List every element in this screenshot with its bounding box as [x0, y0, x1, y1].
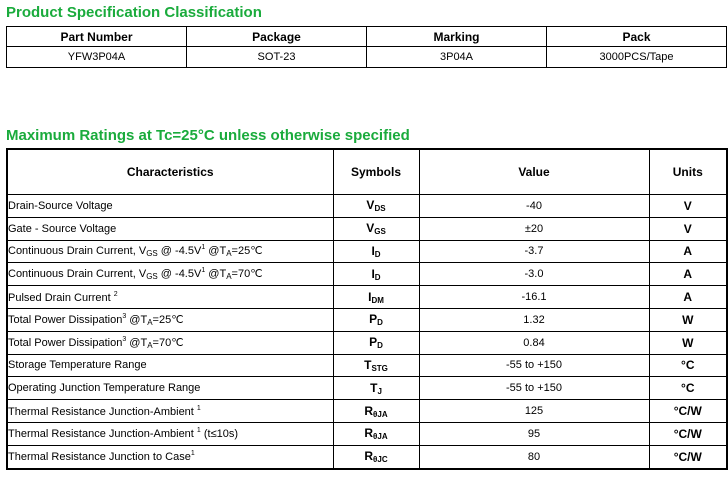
- char-text: @T: [126, 313, 148, 326]
- symbol-main: T: [364, 357, 372, 372]
- char-superscript: 3: [122, 312, 127, 320]
- value-cell: ±20: [419, 217, 649, 240]
- symbol-cell: [333, 377, 419, 400]
- symbol-main: I: [371, 266, 375, 281]
- char-superscript: 3: [122, 335, 127, 343]
- characteristic-cell: [7, 286, 333, 309]
- symbol-cell: [333, 195, 419, 218]
- unit-cell: °C/W: [649, 400, 727, 423]
- value-cell: 0.84: [419, 331, 649, 354]
- symbol-subscript: DM: [371, 295, 384, 305]
- char-text: =25℃: [231, 245, 263, 258]
- char-subscript: A: [226, 249, 232, 259]
- value-cell: 1.32: [419, 308, 649, 331]
- header-package: Package: [187, 27, 367, 47]
- char-text: Thermal Resistance Junction-Ambient: [8, 405, 197, 418]
- ratings-row: [7, 240, 727, 263]
- symbol-subscript: D: [374, 249, 381, 259]
- header-part-number: Part Number: [7, 27, 187, 47]
- char-text: =70℃: [231, 268, 263, 281]
- symbol-main: P: [369, 335, 378, 350]
- symbol-subscript: D: [377, 341, 383, 351]
- char-superscript: 1: [201, 267, 206, 275]
- ratings-row: [7, 445, 727, 468]
- symbol-subscript: θJA: [373, 409, 388, 419]
- symbol-subscript: D: [374, 272, 381, 282]
- symbol-cell: [333, 354, 419, 377]
- symbol-cell: [333, 445, 419, 468]
- symbol-main: P: [369, 312, 378, 327]
- characteristic-cell: Storage Temperature Range: [7, 354, 333, 377]
- marking-cell: 3P04A: [367, 47, 547, 68]
- symbol-subscript: DS: [374, 204, 386, 214]
- char-subscript: A: [147, 340, 153, 350]
- char-subscript: GS: [146, 272, 158, 282]
- unit-cell: V: [649, 217, 727, 240]
- unit-cell: °C/W: [649, 422, 727, 445]
- char-text: Continuous Drain Current, V: [8, 268, 147, 281]
- symbol-subscript: STG: [371, 363, 388, 373]
- char-superscript: 1: [196, 427, 201, 435]
- unit-cell: A: [649, 286, 727, 309]
- ratings-row: [7, 286, 727, 309]
- char-subscript: A: [147, 317, 153, 327]
- characteristic-cell: [7, 422, 333, 445]
- char-text: Thermal Resistance Junction-Ambient: [8, 428, 197, 441]
- value-cell: -3.7: [419, 240, 649, 263]
- value-cell: 80: [419, 445, 649, 468]
- characteristic-cell: [7, 263, 333, 286]
- char-text: Continuous Drain Current, V: [8, 245, 147, 258]
- header-pack: Pack: [547, 27, 727, 47]
- value-cell: -16.1: [419, 286, 649, 309]
- char-superscript: 1: [190, 450, 195, 458]
- symbol-cell: [333, 263, 419, 286]
- ratings-title: Maximum Ratings at Tc=25°C unless otherwise specified: [6, 127, 410, 144]
- char-text: Thermal Resistance Junction to Case: [8, 451, 191, 464]
- ratings-body: [7, 195, 727, 469]
- symbol-main: I: [368, 289, 372, 304]
- char-subscript: A: [226, 272, 232, 282]
- value-cell: 125: [419, 400, 649, 423]
- header-units: Units: [649, 149, 727, 195]
- ratings-row: [7, 263, 727, 286]
- char-text: @T: [126, 336, 148, 349]
- symbol-subscript: θJC: [373, 455, 388, 465]
- header-value: Value: [419, 149, 649, 195]
- symbol-main: R: [364, 426, 374, 441]
- classification-header-row: [7, 27, 727, 47]
- characteristic-cell: Drain-Source Voltage: [7, 195, 333, 218]
- ratings-row: [7, 308, 727, 331]
- symbol-cell: [333, 217, 419, 240]
- header-symbols: Symbols: [333, 149, 419, 195]
- unit-cell: W: [649, 331, 727, 354]
- symbol-cell: [333, 331, 419, 354]
- unit-cell: V: [649, 195, 727, 218]
- pack-cell: 3000PCS/Tape: [547, 47, 727, 68]
- char-text: Pulsed Drain Current: [8, 291, 114, 304]
- char-text: (t≤10s): [200, 428, 239, 441]
- char-text: =70℃: [152, 336, 184, 349]
- value-cell: -55 to +150: [419, 377, 649, 400]
- symbol-cell: [333, 308, 419, 331]
- symbol-main: R: [364, 449, 374, 464]
- ratings-row: [7, 217, 727, 240]
- symbol-cell: [333, 286, 419, 309]
- value-cell: -40: [419, 195, 649, 218]
- characteristic-cell: Operating Junction Temperature Range: [7, 377, 333, 400]
- symbol-main: V: [366, 198, 375, 213]
- characteristic-cell: Gate - Source Voltage: [7, 217, 333, 240]
- symbol-cell: [333, 400, 419, 423]
- classification-row: [7, 47, 727, 68]
- char-subscript: GS: [146, 249, 158, 259]
- characteristic-cell: [7, 400, 333, 423]
- symbol-cell: [333, 240, 419, 263]
- characteristic-cell: [7, 331, 333, 354]
- classification-title: Product Specification Classification: [6, 4, 262, 21]
- char-text: @T: [205, 245, 227, 258]
- value-cell: -55 to +150: [419, 354, 649, 377]
- char-superscript: 2: [113, 290, 118, 298]
- char-superscript: 1: [201, 244, 206, 252]
- symbol-main: T: [370, 380, 378, 395]
- unit-cell: °C/W: [649, 445, 727, 468]
- ratings-header-row: [7, 149, 727, 195]
- char-text: Total Power Dissipation: [8, 313, 123, 326]
- char-superscript: 1: [196, 404, 201, 412]
- symbol-subscript: θJA: [373, 432, 388, 442]
- unit-cell: °C: [649, 354, 727, 377]
- ratings-table: [6, 148, 728, 470]
- symbol-subscript: J: [377, 386, 382, 396]
- part-number-cell: YFW3P04A: [7, 47, 187, 68]
- characteristic-cell: [7, 308, 333, 331]
- value-cell: -3.0: [419, 263, 649, 286]
- unit-cell: °C: [649, 377, 727, 400]
- package-cell: SOT-23: [187, 47, 367, 68]
- unit-cell: W: [649, 308, 727, 331]
- ratings-row: [7, 354, 727, 377]
- symbol-main: I: [371, 243, 375, 258]
- ratings-row: [7, 195, 727, 218]
- char-text: @ -4.5V: [157, 245, 202, 258]
- classification-table: [6, 26, 727, 68]
- symbol-cell: [333, 422, 419, 445]
- header-marking: Marking: [367, 27, 547, 47]
- characteristic-cell: [7, 445, 333, 468]
- char-text: =25℃: [152, 313, 184, 326]
- symbol-main: R: [364, 403, 374, 418]
- char-text: @T: [205, 268, 227, 281]
- symbol-subscript: D: [377, 318, 383, 328]
- char-text: @ -4.5V: [157, 268, 202, 281]
- unit-cell: A: [649, 263, 727, 286]
- ratings-row: [7, 400, 727, 423]
- ratings-row: [7, 331, 727, 354]
- char-text: Total Power Dissipation: [8, 336, 123, 349]
- characteristic-cell: [7, 240, 333, 263]
- value-cell: 95: [419, 422, 649, 445]
- ratings-row: [7, 422, 727, 445]
- unit-cell: A: [649, 240, 727, 263]
- symbol-subscript: GS: [374, 227, 386, 237]
- symbol-main: V: [366, 221, 375, 236]
- ratings-row: [7, 377, 727, 400]
- header-characteristics: Characteristics: [7, 149, 333, 195]
